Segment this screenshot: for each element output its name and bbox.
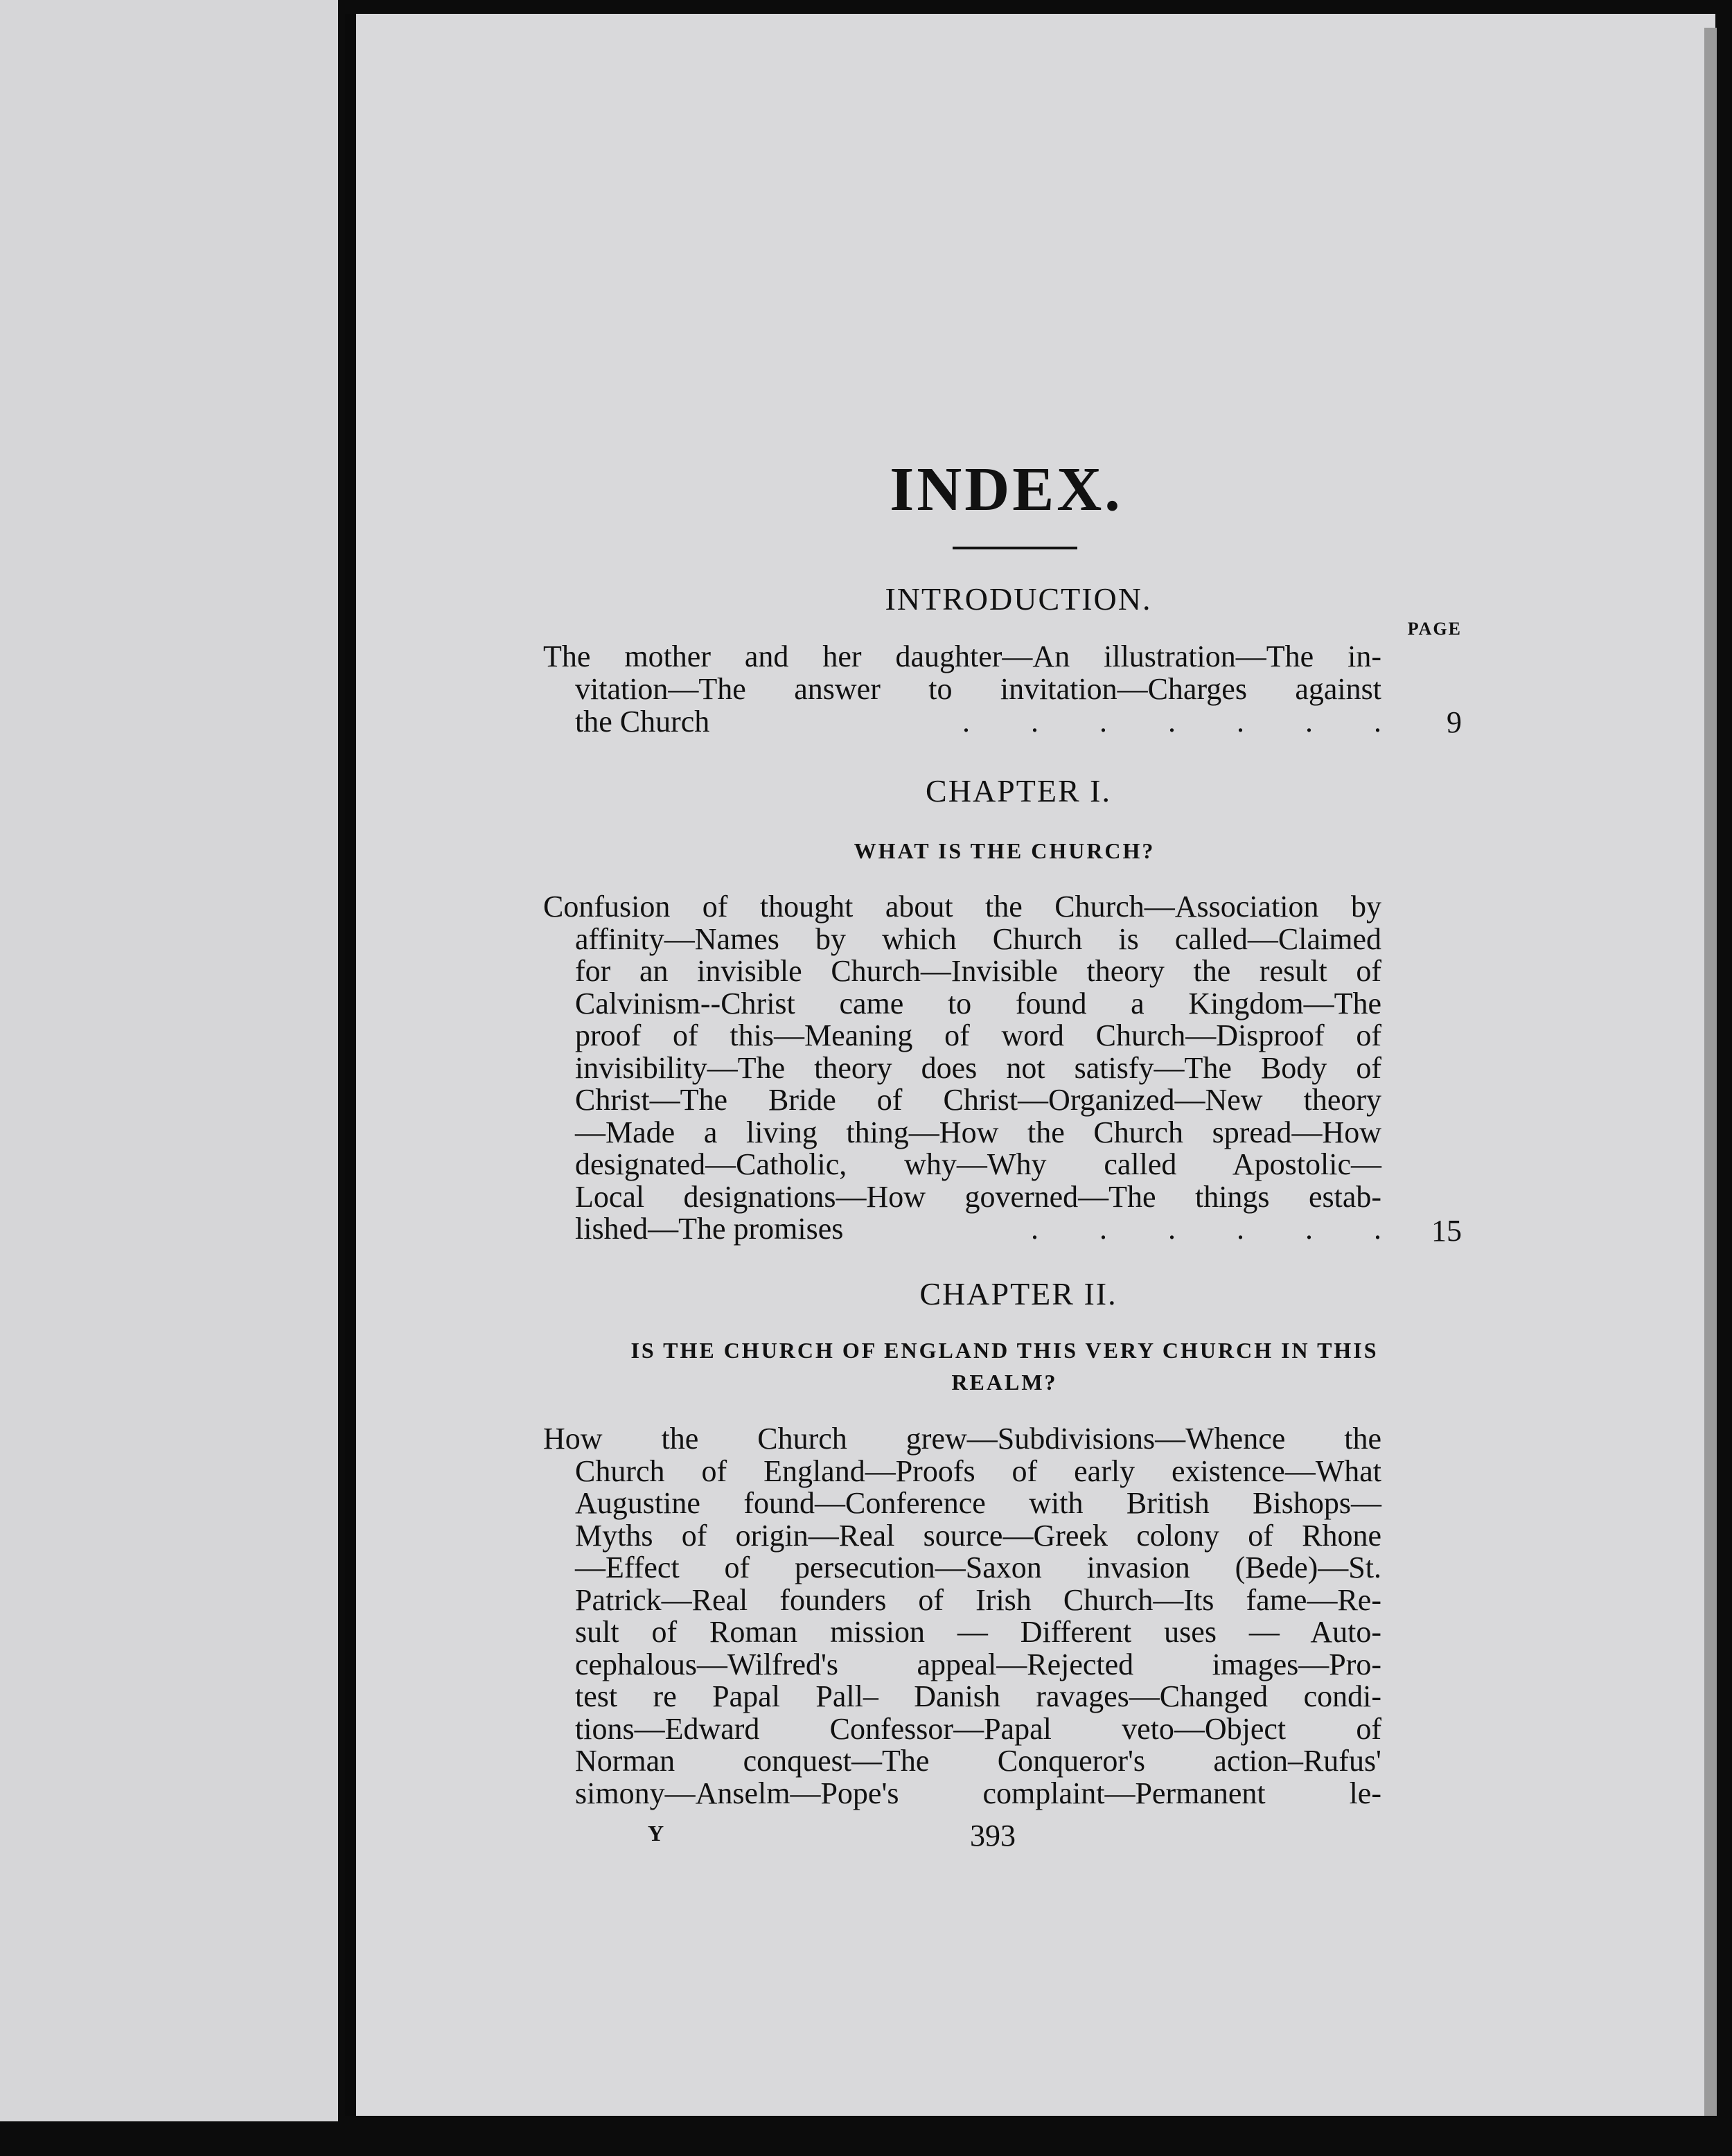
section-subheading-chapter-2	[554, 1334, 1455, 1398]
entry-line: designated—Catholic, why—Why called Apostolic—	[575, 1147, 1381, 1181]
entry-line: How the Church grew—Subdivisions—Whence the	[543, 1422, 1381, 1456]
page-edge	[1704, 28, 1717, 2116]
entry-line: vitation—The answer to invitation—Charges against	[575, 672, 1381, 706]
entry-line: Myths of origin—Real source—Greek colony of Rhone	[575, 1518, 1381, 1553]
entry-introduction	[543, 640, 1381, 738]
page-title: INDEX.	[890, 455, 1123, 524]
folio-page-number: 393	[970, 1819, 1016, 1853]
signature-mark: Y	[648, 1821, 664, 1846]
entry-line: Confusion of thought about the Church—Association by	[543, 890, 1381, 924]
entry-line: —Made a living thing—How the Church spread—How	[575, 1115, 1381, 1149]
entry-line: —Effect of persecution—Saxon invasion (Bede)—St.	[575, 1550, 1381, 1584]
page-column-label: PAGE	[1407, 619, 1462, 639]
dot-leader: . . . . . . .	[962, 705, 1381, 739]
entry-line: Norman conquest—The Conqueror's action–Rufus'	[575, 1744, 1381, 1778]
entry-line: affinity—Names by which Church is called—Claimed	[575, 921, 1381, 956]
entry-chapter-1	[543, 891, 1381, 1246]
entry-line: Augustine found—Conference with British Bishops—	[575, 1486, 1381, 1520]
section-heading-chapter-2: CHAPTER II.	[919, 1276, 1117, 1311]
entry-line: cephalous—Wilfred's appeal—Rejected images—Pro-	[575, 1647, 1381, 1681]
subheading-line: REALM?	[951, 1370, 1058, 1395]
entry-line: Christ—The Bride of Christ—Organized—New theory	[575, 1083, 1381, 1117]
entry-line: simony—Anselm—Pope's complaint—Permanent le-	[575, 1776, 1381, 1810]
entry-line-last	[575, 1213, 1381, 1246]
entry-line: Local designations—How governed—The things estab-	[575, 1179, 1381, 1214]
entry-line: test re Papal Pall– Danish ravages—Changed condi-	[575, 1679, 1381, 1713]
entry-line: tions—Edward Confessor—Papal veto—Object of	[575, 1711, 1381, 1746]
entry-text: lished—The promises	[575, 1212, 844, 1246]
entry-text: the Church	[575, 705, 710, 739]
section-heading-chapter-1: CHAPTER I.	[926, 773, 1111, 808]
entry-line: proof of this—Meaning of word Church—Disproof of	[575, 1018, 1381, 1052]
entry-line: for an invisible Church—Invisible theory the result of	[575, 954, 1381, 988]
entry-line: Church of England—Proofs of early existence—What	[575, 1453, 1381, 1488]
section-subheading-chapter-1: WHAT IS THE CHURCH?	[854, 838, 1156, 863]
subheading-line: IS THE CHURCH OF ENGLAND THIS VERY CHURCH IN THIS	[630, 1338, 1379, 1363]
title-rule	[953, 547, 1077, 549]
entry-line: sult of Roman mission — Different uses — Auto-	[575, 1615, 1381, 1649]
entry-line: The mother and her daughter—An illustration—The in-	[543, 639, 1381, 673]
entry-line: Calvinism--Christ came to found a Kingdom—The	[575, 986, 1381, 1020]
page-number-chapter-1: 15	[1431, 1214, 1462, 1248]
entry-line: invisibility—The theory does not satisfy—The Body of	[575, 1050, 1381, 1085]
entry-line-last	[575, 705, 1381, 738]
page-number-introduction: 9	[1447, 705, 1462, 739]
section-heading-introduction: INTRODUCTION.	[885, 581, 1152, 617]
entry-line: Patrick—Real founders of Irish Church—Its fame—Re-	[575, 1582, 1381, 1617]
dot-leader: . . . . . .	[1031, 1212, 1381, 1246]
entry-chapter-2	[543, 1423, 1381, 1810]
facing-page	[0, 0, 338, 2121]
